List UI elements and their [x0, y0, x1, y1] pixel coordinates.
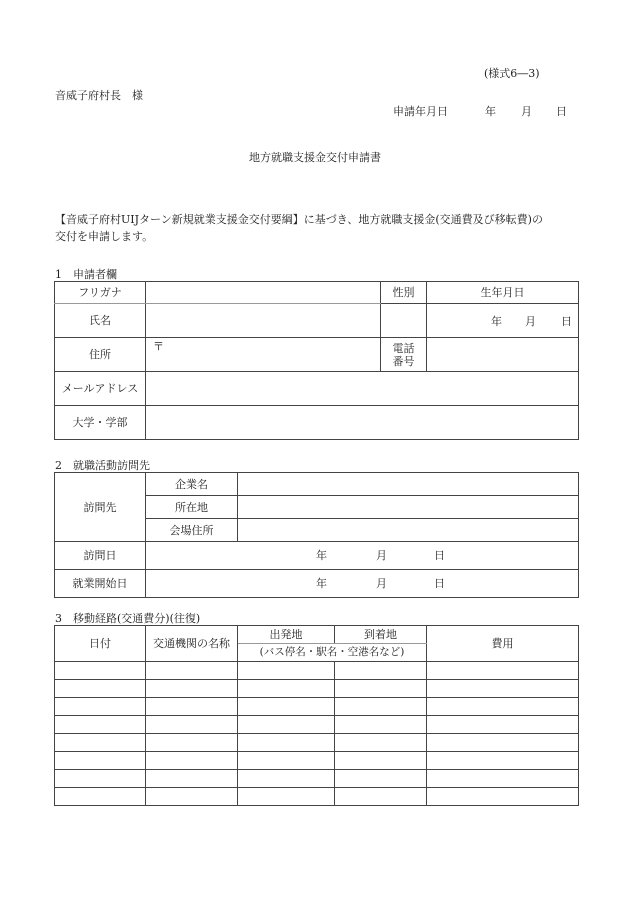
visit-year-label: 年 — [316, 549, 327, 562]
birth-year-label: 年 — [491, 315, 502, 328]
document-title: 地方就職支援金交付申請書 — [249, 151, 381, 164]
route-transport-cell[interactable] — [146, 680, 238, 698]
route-cost-cell[interactable] — [427, 752, 579, 770]
venue-label: 会場住所 — [146, 519, 238, 542]
table-row — [55, 716, 579, 734]
intro-line-1: 【音威子府村UIJターン新規就業支援金交付要綱】に基づき、地方就職支援金(交通費及び移転費)の — [55, 213, 543, 226]
arrival-header: 到着地 — [335, 626, 427, 644]
birthdate-label: 生年月日 — [427, 282, 579, 304]
route-departure-cell[interactable] — [238, 698, 335, 716]
birth-day-label: 日 — [561, 315, 572, 328]
table-row — [55, 662, 579, 680]
university-field[interactable] — [146, 406, 579, 440]
email-label: メールアドレス — [55, 372, 146, 406]
route-cost-cell[interactable] — [427, 662, 579, 680]
date-header: 日付 — [55, 626, 146, 662]
route-cost-cell[interactable] — [427, 770, 579, 788]
visit-month-label: 月 — [376, 549, 387, 562]
table-row — [55, 734, 579, 752]
application-date-year: 年 — [485, 105, 496, 118]
gender-label: 性別 — [381, 282, 427, 304]
birthdate-field[interactable] — [427, 304, 579, 338]
route-date-cell[interactable] — [55, 734, 146, 752]
route-transport-cell[interactable] — [146, 734, 238, 752]
route-departure-cell[interactable] — [238, 770, 335, 788]
route-departure-cell[interactable] — [238, 752, 335, 770]
section2-heading: 2 就職活動訪問先 — [55, 459, 150, 472]
route-cost-cell[interactable] — [427, 734, 579, 752]
table-row — [55, 680, 579, 698]
start-date-field[interactable] — [146, 570, 579, 598]
visit-date-field[interactable] — [146, 542, 579, 570]
furigana-field[interactable] — [146, 282, 381, 304]
route-transport-cell[interactable] — [146, 662, 238, 680]
application-date-month: 月 — [521, 105, 532, 118]
route-arrival-cell[interactable] — [335, 662, 427, 680]
route-arrival-cell[interactable] — [335, 788, 427, 806]
company-field[interactable] — [238, 473, 579, 496]
route-cost-cell[interactable] — [427, 788, 579, 806]
application-date-day: 日 — [556, 105, 567, 118]
route-transport-cell[interactable] — [146, 752, 238, 770]
route-date-cell[interactable] — [55, 752, 146, 770]
route-departure-cell[interactable] — [238, 788, 335, 806]
route-cost-cell[interactable] — [427, 716, 579, 734]
phone-label-line1: 電話 — [392, 341, 415, 355]
transport-header: 交通機関の名称 — [146, 626, 238, 662]
address-field[interactable] — [146, 338, 381, 372]
email-field[interactable] — [146, 372, 579, 406]
birth-month-label: 月 — [525, 315, 536, 328]
start-month-label: 月 — [376, 577, 387, 590]
route-transport-cell[interactable] — [146, 716, 238, 734]
route-arrival-cell[interactable] — [335, 734, 427, 752]
route-departure-cell[interactable] — [238, 716, 335, 734]
intro-line-2: 交付を申請します。 — [55, 230, 154, 243]
route-date-cell[interactable] — [55, 680, 146, 698]
route-date-cell[interactable] — [55, 788, 146, 806]
venue-field[interactable] — [238, 519, 579, 542]
section3-heading: 3 移動経路(交通費分)(往復) — [55, 612, 201, 625]
location-field[interactable] — [238, 496, 579, 519]
applicant-table — [54, 281, 579, 440]
location-label: 所在地 — [146, 496, 238, 519]
table-row — [55, 752, 579, 770]
phone-label — [381, 338, 427, 372]
postal-mark: 〒 — [153, 340, 164, 353]
departure-header: 出発地 — [238, 626, 335, 644]
route-arrival-cell[interactable] — [335, 716, 427, 734]
route-rows — [55, 662, 579, 806]
route-transport-cell[interactable] — [146, 788, 238, 806]
addressee: 音威子府村長 様 — [55, 89, 143, 102]
application-date-label: 申請年月日 — [393, 105, 448, 118]
visit-date-label: 訪問日 — [55, 542, 146, 570]
visit-destination-label: 訪問先 — [55, 473, 146, 542]
route-cost-cell[interactable] — [427, 680, 579, 698]
place-note: (バス停名・駅名・空港名など) — [238, 644, 427, 662]
route-arrival-cell[interactable] — [335, 698, 427, 716]
table-row — [55, 770, 579, 788]
route-departure-cell[interactable] — [238, 662, 335, 680]
visit-table — [54, 472, 579, 598]
route-departure-cell[interactable] — [238, 734, 335, 752]
route-cost-cell[interactable] — [427, 698, 579, 716]
route-date-cell[interactable] — [55, 662, 146, 680]
phone-label-line2: 番号 — [392, 354, 415, 368]
table-row — [55, 698, 579, 716]
route-transport-cell[interactable] — [146, 698, 238, 716]
section1-heading: 1 申請者欄 — [55, 268, 117, 281]
route-date-cell[interactable] — [55, 716, 146, 734]
furigana-label: フリガナ — [55, 282, 146, 304]
route-arrival-cell[interactable] — [335, 680, 427, 698]
route-date-cell[interactable] — [55, 698, 146, 716]
visit-day-label: 日 — [434, 549, 445, 562]
phone-field[interactable] — [427, 338, 579, 372]
form-number: (様式6―3) — [484, 67, 540, 80]
route-arrival-cell[interactable] — [335, 770, 427, 788]
name-label: 氏名 — [55, 304, 146, 338]
route-transport-cell[interactable] — [146, 770, 238, 788]
gender-field[interactable] — [381, 304, 427, 338]
route-table — [54, 625, 579, 806]
route-date-cell[interactable] — [55, 770, 146, 788]
table-row — [55, 788, 579, 806]
university-label: 大学・学部 — [55, 406, 146, 440]
company-label: 企業名 — [146, 473, 238, 496]
name-field[interactable] — [146, 304, 381, 338]
start-day-label: 日 — [434, 577, 445, 590]
start-date-label: 就業開始日 — [55, 570, 146, 598]
route-departure-cell[interactable] — [238, 680, 335, 698]
start-year-label: 年 — [316, 577, 327, 590]
address-label: 住所 — [55, 338, 146, 372]
cost-header: 費用 — [427, 626, 579, 662]
route-arrival-cell[interactable] — [335, 752, 427, 770]
